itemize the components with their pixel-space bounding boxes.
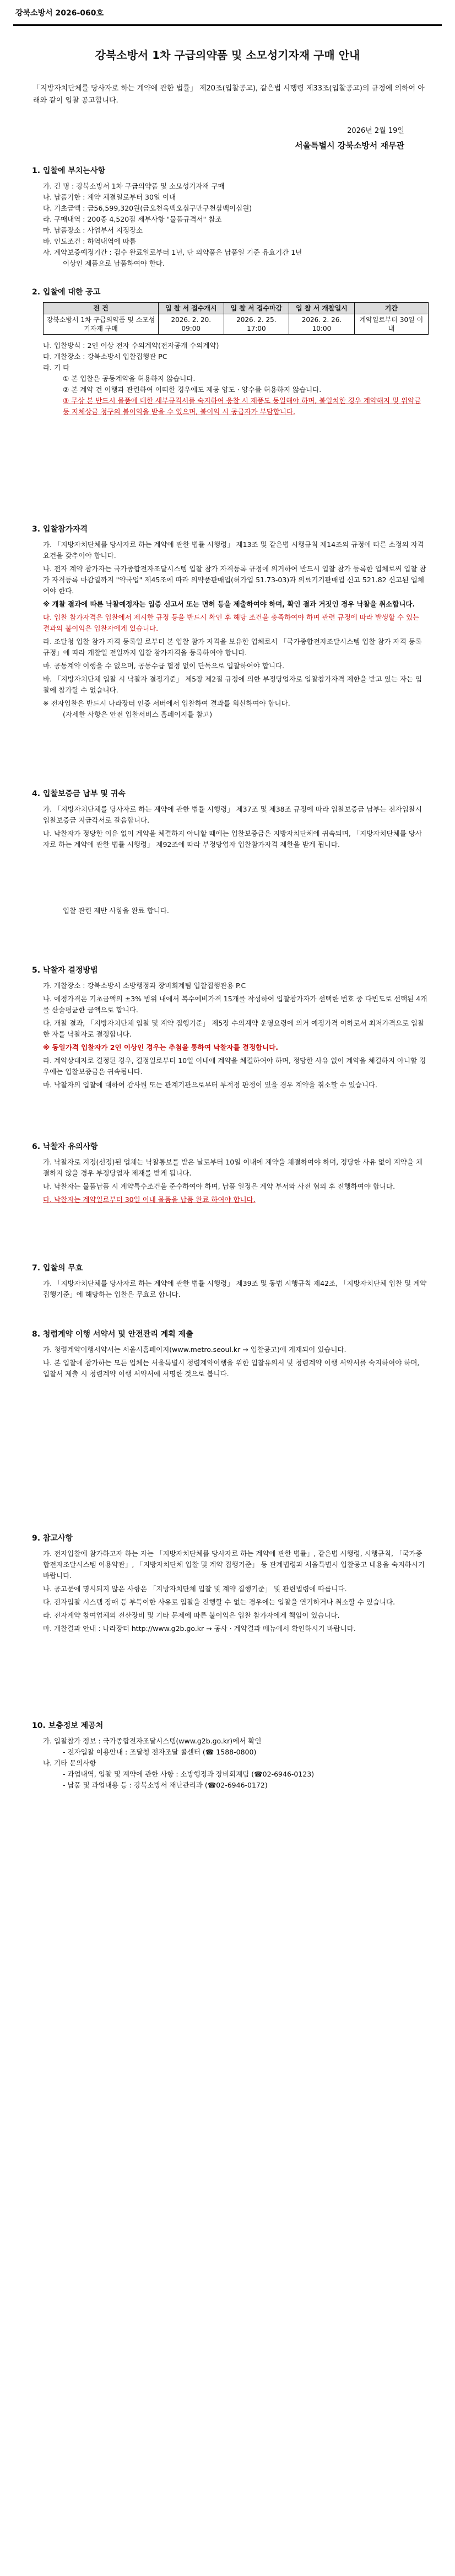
- section-8: [32, 1329, 427, 1380]
- list-item: 입찰 관련 제반 사항을 완료 합니다.: [63, 906, 169, 915]
- list-item: 라. 계약상대자로 결정된 경우, 결정일로부터 10일 이내에 계약을 체결하여야 하며, 정당한 사유 없이 계약을 체결하지 아니할 경우에는 입찰보증금은 귀속됩니다.: [43, 1056, 426, 1076]
- warning-text: 다. 낙찰자는 계약일로부터 30일 이내 물품을 납품 완료 하여야 합니다.: [43, 1195, 256, 1204]
- list-item: - 납품 및 과업내용 등 : 강북소방서 재난관리과 (☎02-6946-0172): [63, 1781, 268, 1789]
- table-header: 기간: [354, 303, 428, 314]
- list-item: 라. 기 타: [43, 363, 70, 372]
- section-heading: 8. 청렴계약 이행 서약서 및 안전관리 계획 제출: [32, 1330, 193, 1339]
- list-item: - 과업내역, 입찰 및 계약에 관한 사항 : 소방행정과 장비회계팀 (☎02-6946-0123): [63, 1770, 315, 1778]
- section-2: [32, 287, 427, 417]
- list-item: (자세한 사항은 안전 입찰서비스 홈페이지를 참고): [63, 710, 213, 718]
- table-cell: 2026. 2. 26. 10:00: [289, 314, 355, 335]
- section-heading: 10. 보충정보 제공처: [32, 1721, 104, 1730]
- list-item: 마. 낙찰자의 입찰에 대하여 감사원 또는 관계기관으로부터 부적정 판정이 있을 경우 계약을 취소할 수 있습니다.: [43, 1081, 377, 1089]
- list-item: 나. 예정가격은 기초금액의 ±3% 범위 내에서 복수예비가격 15개를 작성하여 입찰참가자가 선택한 번호 중 다빈도로 선택된 4개를 산술평균한 금액으로 합니다.: [43, 995, 427, 1014]
- intro-paragraph: 「지방자치단체를 당사자로 하는 계약에 관한 법률」 제20조(입찰공고), 같은법 시행령 제33조(입찰공고)의 규정에 의하여 아래와 같이 입찰 공고합니다.: [33, 84, 425, 105]
- list-item: 라. 조달청 입찰 참가 자격 등록일 로부터 본 입찰 참가 자격을 보유한 업체로서 「국가종합전자조달시스템 입찰 참가 자격 등록 규정」에 따라 개찰일 전일까지 입찰 참가자격을 등록하여야 합니다.: [43, 637, 422, 657]
- list-item: 나. 전자 계약 참가자는 국가종합전자조달시스템 입찰 참가 자격등록 규정에 의거하여 반드시 입찰 참가 등록한 업체로써 입찰 참가 자격등록 마감일까지 "약국업" 제45조에 따라 의약품판매업(허가업 51.73-03)과 의료기기판매업 신고 521.82 신고된 업체여야 한다.: [43, 565, 426, 595]
- warning-text: 다. 입찰 참가자격은 입찰에서 제시한 규정 등을 반드시 확인 후 해당 조건을 충족하여야 하며 관련 규정에 따라 발생할 수 있는 결과의 불이익은 입찰자에게 있습니다.: [43, 613, 420, 632]
- section-1: [32, 165, 427, 269]
- table-header: 입 찰 서 접수마감: [224, 303, 289, 314]
- list-item: 나. 낙찰자는 물품납품 시 계약특수조건을 준수하여야 하며, 납품 일정은 계약 부서와 사전 협의 후 진행하여야 합니다.: [43, 1182, 396, 1190]
- list-item: 나. 납품기한 : 계약 체결일로부터 30일 이내: [43, 193, 176, 201]
- list-item: 사. 계약보증예정기간 : 검수 완료일로부터 1년, 단 의약품은 납품일 기준 유효기간 1년: [43, 248, 302, 256]
- notice-item: ※ 개찰 결과에 따른 낙찰예정자는 입증 신고서 또는 면허 등을 제출하여야 하며, 확인 결과 거짓인 경우 낙찰을 취소합니다.: [43, 600, 415, 608]
- list-item: 가. 건 명 : 강북소방서 1차 구급의약품 및 소모성기자재 구매: [43, 182, 225, 190]
- table-cell: 강북소방서 1차 구급의약품 및 소모성기자재 구매: [44, 314, 159, 335]
- list-item: 마. 개찰결과 안내 : 나라장터 http://www.g2b.go.kr → 공사 · 계약결과 메뉴에서 확인하시기 바랍니다.: [43, 1624, 356, 1633]
- list-item: 바. 「지방자치단체 입찰 시 낙찰자 결정기준」 제5장 제2절 규정에 의한 부정당업자로 입찰참가자격 제한을 받고 있는 자는 입찰에 참가할 수 없습니다.: [43, 675, 422, 694]
- list-item: 라. 구매내역 : 200종 4,520점 세부사항 "물품규격서" 참조: [43, 215, 222, 223]
- table-cell: 2026. 2. 20. 09:00: [159, 314, 224, 335]
- section-heading: 7. 입찰의 무효: [32, 1264, 83, 1273]
- section-heading: 5. 낙찰자 결정방법: [32, 966, 98, 975]
- schedule-table: [43, 302, 429, 335]
- list-item: ※ 전자입찰은 반드시 나라장터 인증 서버에서 입찰하여 결과를 회신하여야 합니다.: [43, 699, 290, 707]
- document-number: 강북소방서 2026-060호: [15, 9, 104, 18]
- list-item: 나. 본 입찰에 참가하는 모든 업체는 서울특별시 청렴계약이행을 위한 입찰유의서 및 청렴계약 이행 서약서를 숙지하여야 하며, 입찰서 제출 시 청렴계약 이행 서약서에 서명한 것으로 봅니다.: [43, 1359, 420, 1378]
- section-heading: 1. 입찰에 부치는사항: [32, 167, 105, 175]
- list-item: 마. 납품장소 : 사업부서 지정장소: [43, 226, 143, 234]
- section-5: [32, 965, 427, 1091]
- section-heading: 6. 낙찰자 유의사항: [32, 1142, 98, 1151]
- section-9: [32, 1533, 427, 1634]
- list-item: 나. 입찰방식 : 2인 이상 전자 수의계약(전자공개 수의계약): [43, 341, 219, 350]
- list-item: 라. 전자계약 참여업체의 전산장비 및 기타 문제에 따른 불이익은 입찰 참가자에게 책임이 있습니다.: [43, 1611, 340, 1619]
- table-header: 입 찰 서 접수개시: [159, 303, 224, 314]
- section-heading: 2. 입찰에 대한 공고: [32, 288, 101, 297]
- list-item: 나. 기타 문의사항: [43, 1759, 96, 1767]
- issuing-organization: 서울특별시 강북소방서 재무관: [295, 141, 404, 151]
- section-7: [32, 1263, 427, 1300]
- notice-date: 2026년 2월 19일: [347, 127, 404, 135]
- section-heading: 3. 입찰참가자격: [32, 525, 88, 534]
- list-item: 나. 공고문에 명시되지 않은 사항은 「지방자치단체 입찰 및 계약 집행기준」 및 관련법령에 따릅니다.: [43, 1585, 347, 1593]
- section-6: [32, 1141, 427, 1205]
- list-item: 가. 입찰참가 정보 : 국가종합전자조달시스템(www.g2b.go.kr)에서 확인: [43, 1737, 262, 1745]
- list-item: ② 본 계약 건 이행과 관련하여 어떠한 경우에도 제공 양도 · 양수를 허용하지 않습니다.: [63, 385, 322, 394]
- list-item: ① 본 입찰은 공동계약을 허용하지 않습니다.: [63, 374, 196, 383]
- table-header: 전 건: [44, 303, 159, 314]
- list-item: 가. 「지방자치단체를 당사자로 하는 계약에 관한 법률 시행령」 제37조 및 제38조 규정에 따라 입찰보증금 납부는 전자입찰시 입찰보증금 지급각서로 갈음합니다.: [43, 805, 422, 824]
- notice-title: 강북소방서 1차 구급의약품 및 소모성기자재 구매 안내: [95, 49, 360, 62]
- section-heading: 4. 입찰보증금 납부 및 귀속: [32, 790, 126, 798]
- list-item: 나. 낙찰자가 정당한 이유 없이 계약을 체결하지 아니할 때에는 입찰보증금은 지방자치단체에 귀속되며, 「지방자치단체를 당사자로 하는 계약에 관한 법률 시행령」 제92조에 따라 부정당업자 입찰참가자격 제한을 받게 됩니다.: [43, 829, 422, 849]
- list-item: 가. 「지방자치단체를 당사자로 하는 계약에 관한 법률 시행령」 제39조 및 동법 시행규칙 제42조, 「지방자치단체 입찰 및 계약 집행기준」에 해당하는 입찰은 무효로 합니다.: [43, 1279, 427, 1298]
- list-item: 이상인 제품으로 납품하여야 한다.: [63, 259, 165, 267]
- list-item: 마. 공동계약 이행을 수 없으며, 공동수급 협정 없이 단독으로 입찰하여야 합니다.: [43, 662, 285, 670]
- list-item: 다. 개찰 결과, 「지방자치단체 입찰 및 계약 집행기준」 제5장 수의계약 운영요령에 의거 예정가격 이하로서 최저가격으로 입찰한 자를 낙찰자로 결정합니다.: [43, 1019, 425, 1038]
- warning-text: ※ 동일가격 입찰자가 2인 이상인 경우는 추첨을 통하여 낙찰자를 결정합니다.: [43, 1043, 279, 1051]
- list-item: 가. 낙찰자로 지정(선정)된 업체는 낙찰통보를 받은 날로부터 10일 이내에 계약을 체결하여야 하며, 정당한 사유 없이 계약을 체결하지 않을 경우 부정당업자 제재를 받게 됩니다.: [43, 1158, 422, 1177]
- table-cell: 계약일로부터 30일 이내: [354, 314, 428, 335]
- section-10: [32, 1720, 427, 1791]
- section-heading: 9. 참고사항: [32, 1534, 73, 1543]
- list-item: 가. 전자입찰에 참가하고자 하는 자는 「지방자치단체를 당사자로 하는 계약에 관한 법률」, 같은법 시행령, 시행규칙, 「국가종합전자조달시스템 이용약관」, 「지방자치단체 입찰 및 계약 집행기준」 등 관계법령과 서울특별시 입찰공고 내용을 숙지하시기 바랍니다.: [43, 1549, 425, 1580]
- header-divider: [13, 24, 442, 26]
- list-item: 가. 개찰장소 : 강북소방서 소방행정과 장비회계팀 입찰집행관용 P.C: [43, 981, 246, 990]
- list-item: 다. 전자입찰 시스템 장애 등 부득이한 사유로 입찰을 진행할 수 없는 경우에는 입찰을 연기하거나 취소할 수 있습니다.: [43, 1598, 396, 1606]
- table-header: 입 찰 서 개찰일시: [289, 303, 355, 314]
- list-item: 가. 청렴계약이행서약서는 서울시홈페이지(www.metro.seoul.kr → 입찰공고)에 게재되어 있습니다.: [43, 1345, 346, 1354]
- section-4: [32, 788, 427, 916]
- list-item: 가. 「지방자치단체를 당사자로 하는 계약에 관한 법률 시행령」 제13조 및 같은법 시행규칙 제14조의 규정에 따른 소정의 자격요건을 갖추어야 합니다.: [43, 540, 424, 560]
- list-item: - 전자입찰 이용안내 : 조달청 전자조달 콜센터 (☎ 1588-0800): [63, 1748, 257, 1756]
- warning-text: ③ 무상 본 반드시 물품에 대한 세부규격서를 숙지하여 응찰 시 재품도 동일해야 하며, 불일치한 경우 계약해지 및 위약금 등 지체상금 청구의 불이익을 받을 수 있으며, 불이익 시 공급자가 부담합니다.: [63, 396, 421, 416]
- section-3: [32, 524, 427, 720]
- table-cell: 2026. 2. 25. 17:00: [224, 314, 289, 335]
- list-item: 바. 인도조건 : 하역내역에 따름: [43, 237, 136, 245]
- list-item: 다. 개찰장소 : 강북소방서 입찰집행관 PC: [43, 352, 167, 361]
- list-item: 다. 기초금액 : 금56,599,320원(금오천육백오십구만구천삼백이십원): [43, 204, 252, 212]
